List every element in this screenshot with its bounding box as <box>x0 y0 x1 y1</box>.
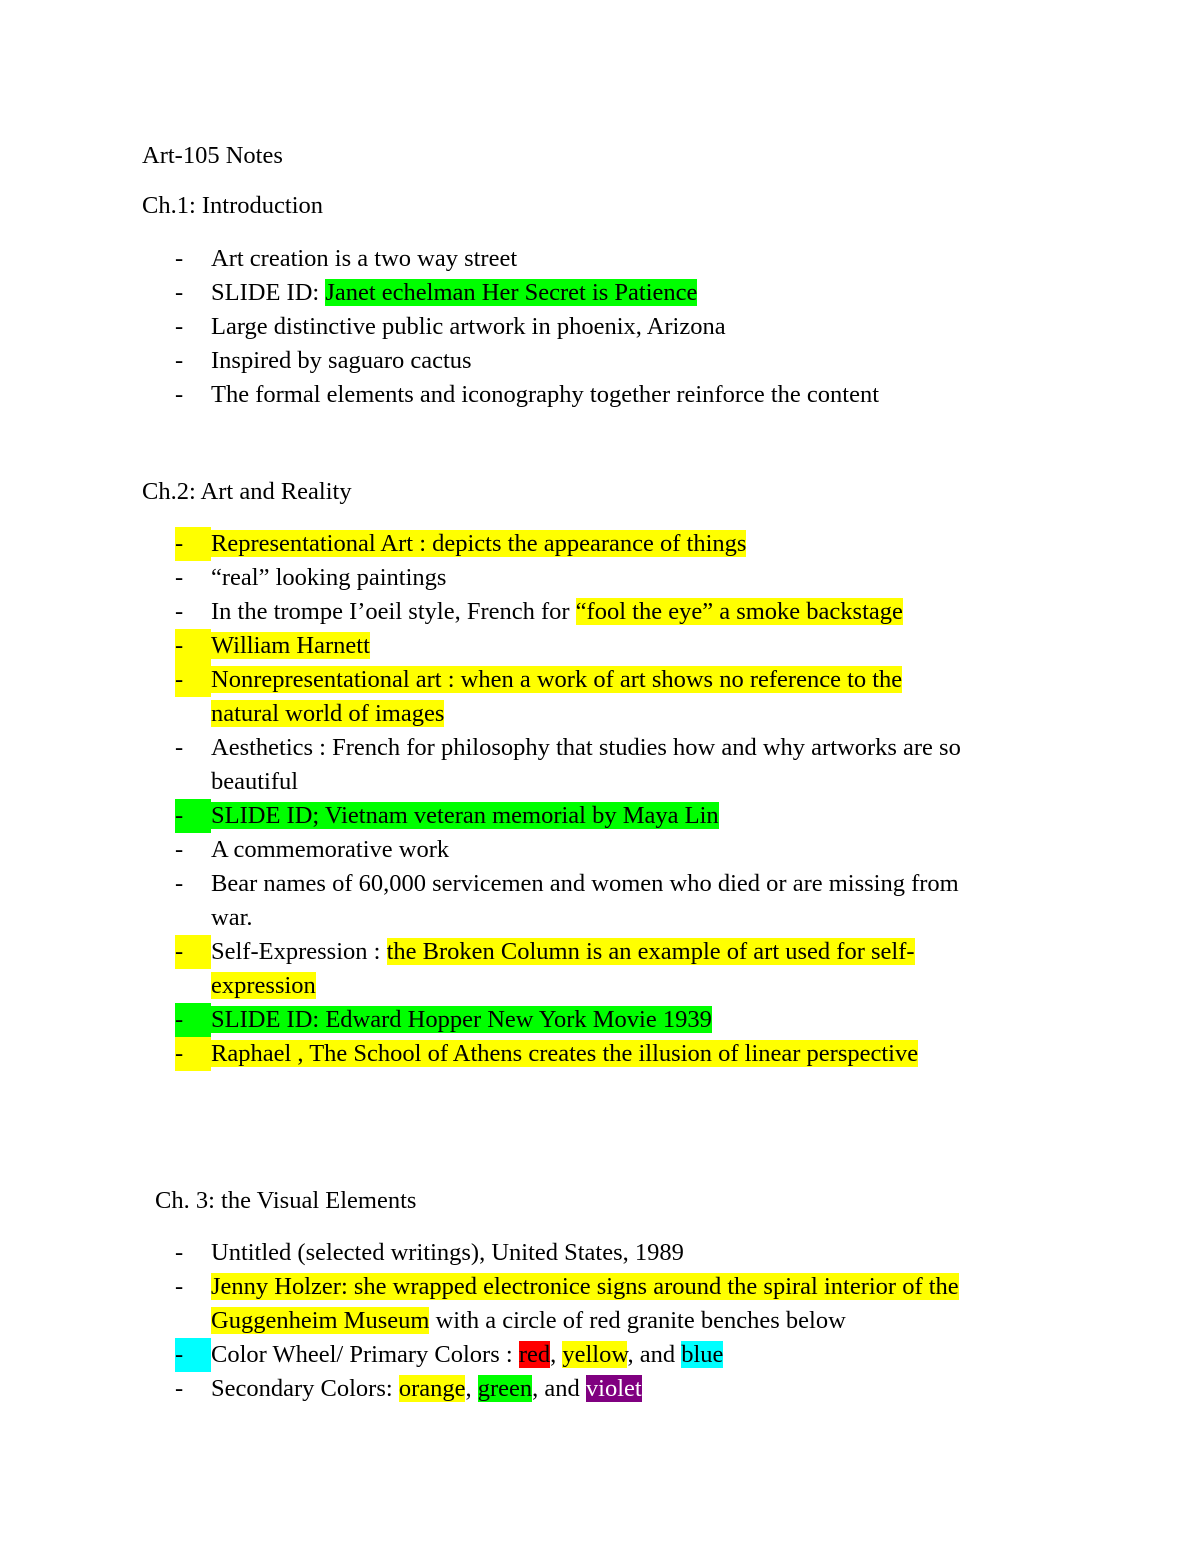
bullet-dash: - <box>175 1273 184 1300</box>
highlight-yellow: yellow <box>562 1341 628 1368</box>
highlight-cyan: blue <box>681 1341 724 1368</box>
list-item: - Untitled (selected writings), United States, 1989 <box>175 1236 1075 1270</box>
list-item: - Jenny Holzer: she wrapped electronice signs around the spiral interior of the Guggenheim Museum with a circle of red granite benches below <box>175 1270 1075 1338</box>
bullet-dash: - <box>175 870 184 897</box>
highlight-green: SLIDE ID: Edward Hopper New York Movie 1939 <box>211 1006 712 1033</box>
highlight-green: Janet echelman Her Secret is Patience <box>325 279 698 306</box>
list-item <box>175 527 1075 561</box>
list-item: - In the trompe I’oeil style, French for “fool the eye” a smoke backstage <box>175 595 1075 629</box>
doc-title: Art-105 Notes <box>142 142 283 169</box>
highlight-yellow: the Broken Column is an example of art used for self- <box>386 938 915 965</box>
bullet-dash: - <box>175 527 211 561</box>
list-item: - Art creation is a two way street <box>175 242 1075 276</box>
list-item: - Inspired by saguaro cactus <box>175 344 1075 378</box>
highlight-yellow: she wrapped electronice signs around the spiral interior of the <box>353 1273 959 1300</box>
list-item: - SLIDE ID: Janet echelman Her Secret is Patience <box>175 276 1075 310</box>
bullet-dash: - <box>175 245 184 272</box>
list-item: - “real” looking paintings <box>175 561 1075 595</box>
bullet-dash: - <box>175 1239 184 1266</box>
highlight-yellow: William Harnett <box>211 632 370 659</box>
bullet-dash: - <box>175 935 211 969</box>
ch2-heading: Ch.2: Art and Reality <box>142 478 352 505</box>
list-item <box>175 663 1075 731</box>
list-item: - Secondary Colors: orange, green, and violet <box>175 1372 1075 1406</box>
bullet-dash: - <box>175 279 184 306</box>
bullet-dash: - <box>175 1003 211 1037</box>
ch1-list <box>175 242 1075 412</box>
bullet-dash: - <box>175 347 184 374</box>
highlight-red: red <box>518 1341 551 1368</box>
highlight-violet: violet <box>585 1375 642 1402</box>
list-item: - Color Wheel/ Primary Colors : red, yellow, and blue <box>175 1338 1075 1372</box>
highlight-yellow: “fool the eye” a smoke backstage <box>575 598 903 625</box>
list-item: - The formal elements and iconography together reinforce the content <box>175 378 1075 412</box>
ch1-heading: Ch.1: Introduction <box>142 192 324 219</box>
bullet-dash: - <box>175 564 184 591</box>
highlight-yellow: Jenny Holzer: <box>211 1273 354 1300</box>
highlight-yellow: expression <box>211 972 316 999</box>
ch2-list <box>175 527 1075 1071</box>
bullet-dash: - <box>175 313 184 340</box>
list-item <box>175 1037 1075 1071</box>
bullet-dash: - <box>175 663 211 697</box>
list-item: - Bear names of 60,000 servicemen and women who died or are missing from war. <box>175 867 1075 935</box>
bullet-dash: - <box>175 1375 184 1402</box>
list-item: - Large distinctive public artwork in phoenix, Arizona <box>175 310 1075 344</box>
highlight-green: green <box>477 1375 533 1402</box>
bullet-dash: - <box>175 598 184 625</box>
highlight-yellow: Nonrepresentational art : when a work of art shows no reference to the <box>211 666 903 693</box>
highlight-green: SLIDE ID; Vietnam veteran memorial by Maya Lin <box>211 802 719 829</box>
highlight-yellow: natural world of images <box>211 700 445 727</box>
bullet-dash: - <box>175 799 211 833</box>
bullet-dash: - <box>175 381 184 408</box>
list-item <box>175 1003 1075 1037</box>
list-item <box>175 629 1075 663</box>
highlight-yellow: Raphael , The School of Athens creates the illusion of linear perspective <box>211 1040 919 1067</box>
highlight-yellow: Guggenheim Museum <box>211 1307 430 1334</box>
list-item: - Self-Expression : the Broken Column is an example of art used for self- expression <box>175 935 1075 1003</box>
bullet-dash: - <box>175 629 211 663</box>
ch3-heading: Ch. 3: the Visual Elements <box>155 1187 417 1214</box>
highlight-yellow: Representational Art : depicts the appearance of things <box>211 530 747 557</box>
ch3-list <box>175 1236 1075 1406</box>
highlight-yellow: orange <box>398 1375 466 1402</box>
bullet-dash: - <box>175 1037 211 1071</box>
list-item <box>175 799 1075 833</box>
list-item: - Aesthetics : French for philosophy that studies how and why artworks are so beautiful <box>175 731 1075 799</box>
list-item: - A commemorative work <box>175 833 1075 867</box>
bullet-dash: - <box>175 836 184 863</box>
bullet-dash: - <box>175 1338 211 1372</box>
bullet-dash: - <box>175 734 184 761</box>
